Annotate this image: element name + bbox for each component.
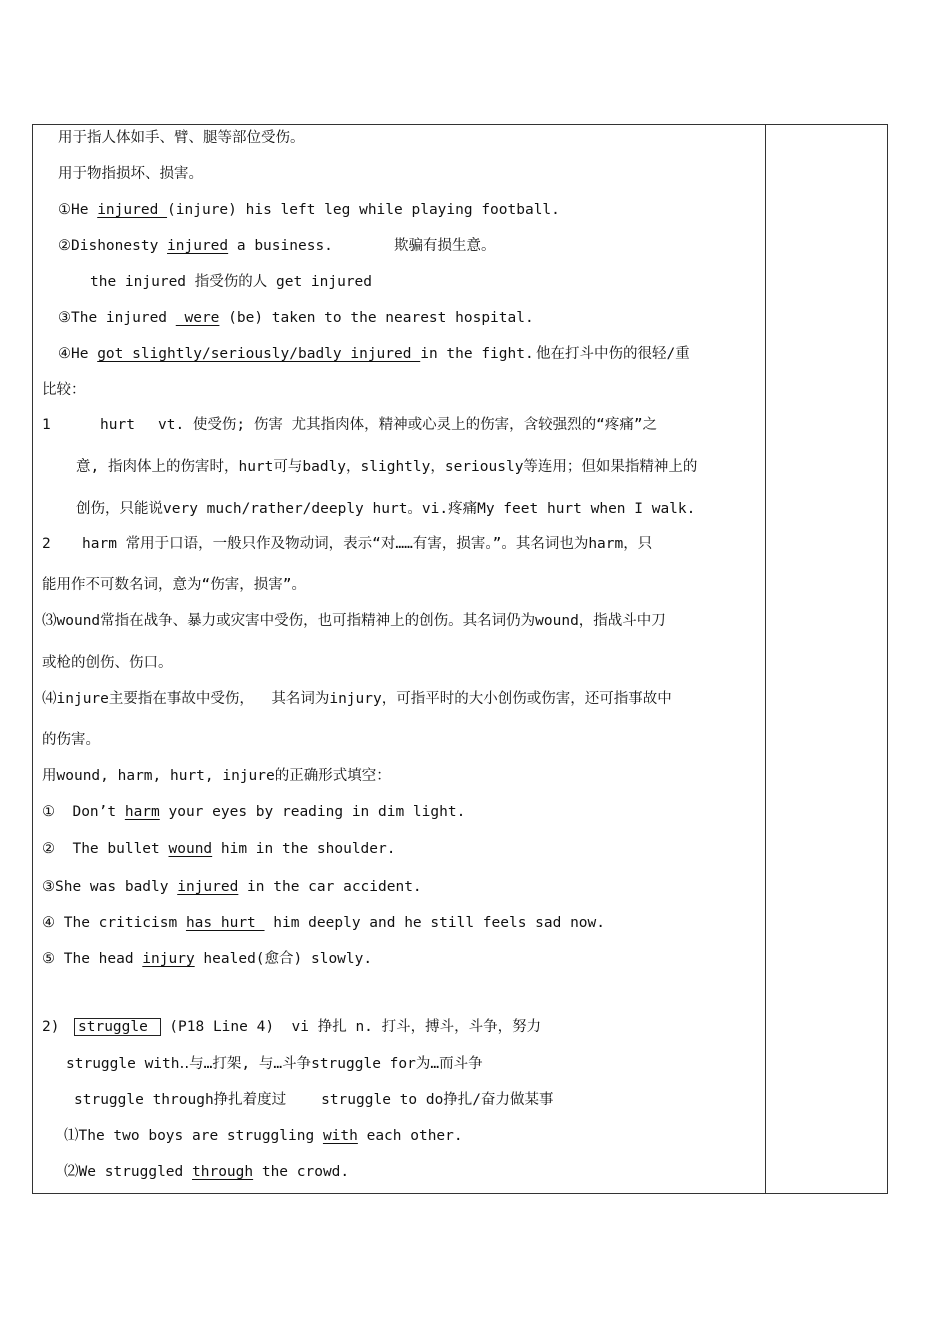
text: (injure) his left leg while playing football. xyxy=(167,202,560,218)
text: ①He xyxy=(58,202,98,218)
column-divider xyxy=(765,124,766,1194)
answer-blank: injured xyxy=(97,202,168,218)
text-line: 能用作不可数名词，意为“伤害，损害”。 xyxy=(42,577,306,593)
answer-blank: injured xyxy=(177,879,239,895)
term: hurt xyxy=(100,417,135,433)
text: ④ The criticism xyxy=(42,915,186,931)
exercise-instruction: 用wound, harm, hurt, injure的正确形式填空： xyxy=(42,768,391,784)
text: the crowd. xyxy=(253,1164,350,1180)
answer-blank: has hurt xyxy=(185,915,265,931)
text: ③The injured xyxy=(58,310,176,326)
answer-blank: injury xyxy=(142,951,195,967)
item-number: 2 xyxy=(42,536,51,552)
text: in the fight. xyxy=(420,346,534,362)
text-line: struggle through挣扎着度过 struggle to do挣扎/奋力做某事 xyxy=(74,1092,554,1108)
example-line xyxy=(64,1126,463,1146)
answer-blank: were xyxy=(175,310,220,326)
text: your eyes by reading in dim light. xyxy=(159,804,466,820)
text-line: the injured 指受伤的人 get injured xyxy=(90,274,373,290)
exercise-line xyxy=(42,839,395,859)
answer-blank: with xyxy=(322,1128,358,1144)
text: in the car accident. xyxy=(238,879,422,895)
text-line: 创伤，只能说very much/rather/deeply hurt。vi.疼痛My feet hurt when I walk. xyxy=(76,501,696,517)
text: ③She was badly xyxy=(42,879,178,895)
text-line: ⑷injure主要指在事故中受伤， 其名词为injury，可指平时的大小创伤或伤害，还可指事故中 xyxy=(42,691,672,707)
vocab-term-box: struggle xyxy=(74,1018,161,1036)
answer-blank: injured xyxy=(167,238,229,254)
text: each other. xyxy=(357,1128,463,1144)
answer-blank: got slightly/seriously/badly injured xyxy=(97,346,421,362)
answer-blank: wound xyxy=(168,841,213,857)
item-number: 1 xyxy=(42,417,51,433)
text-line: 意, 指肉体上的伤害时，hurt可与badly，slightly，seriously等连用；但如果指精神上的 xyxy=(76,459,698,475)
item-number: 2) xyxy=(42,1019,60,1035)
text: healed(愈合) slowly. xyxy=(194,951,373,967)
exercise-line xyxy=(42,802,465,822)
text: ⑵We struggled xyxy=(64,1164,192,1180)
section-heading: 比较： xyxy=(42,382,86,398)
text-line: vt. 使受伤; 伤害 尤其指肉体，精神或心灵上的伤害，含较强烈的“疼痛”之 xyxy=(158,417,658,433)
text: (be) taken to the nearest hospital. xyxy=(219,310,534,326)
text-line: struggle with‥与…打架, 与…斗争struggle for为…而斗争 xyxy=(66,1056,483,1072)
text: him in the shoulder. xyxy=(212,841,396,857)
exercise-line xyxy=(42,877,422,897)
text: (P18 Line 4) vi 挣扎 n. 打斗，搏斗，斗争，努力 xyxy=(160,1019,542,1035)
vocab-line xyxy=(74,1017,541,1037)
translation: 欺骗有损生意。 xyxy=(394,238,496,254)
text: him deeply and he still feels sad now. xyxy=(264,915,605,931)
answer-blank: through xyxy=(192,1164,254,1180)
text-line: 用于物指损坏、损害。 xyxy=(58,166,203,182)
text: ① Don’t xyxy=(42,804,125,820)
text: ⑴The two boys are struggling xyxy=(64,1128,323,1144)
text-line: 的伤害。 xyxy=(42,732,100,748)
answer-blank: harm xyxy=(124,804,160,820)
text-line: 或枪的创伤、伤口。 xyxy=(42,655,173,671)
example-line xyxy=(64,1162,349,1182)
text: ④He xyxy=(58,346,98,362)
exercise-line xyxy=(42,913,605,933)
example-line xyxy=(58,236,333,256)
text-line: harm 常用于口语，一般只作及物动词，表示“对……有害，损害。”。其名词也为harm，只 xyxy=(82,536,653,552)
text: ② The bullet xyxy=(42,841,169,857)
translation: 他在打斗中伤的很轻/重 xyxy=(536,346,690,362)
example-line xyxy=(58,200,560,220)
text: a business. xyxy=(228,238,333,254)
text-line: 用于指人体如手、臂、腿等部位受伤。 xyxy=(58,130,305,146)
text-line: ⑶wound常指在战争、暴力或灾害中受伤，也可指精神上的创伤。其名词仍为wound，指战斗中刀 xyxy=(42,613,666,629)
example-line xyxy=(58,308,534,328)
text: ②Dishonesty xyxy=(58,238,168,254)
example-line xyxy=(58,344,534,364)
exercise-line xyxy=(42,949,372,969)
text: ⑤ The head xyxy=(42,951,143,967)
